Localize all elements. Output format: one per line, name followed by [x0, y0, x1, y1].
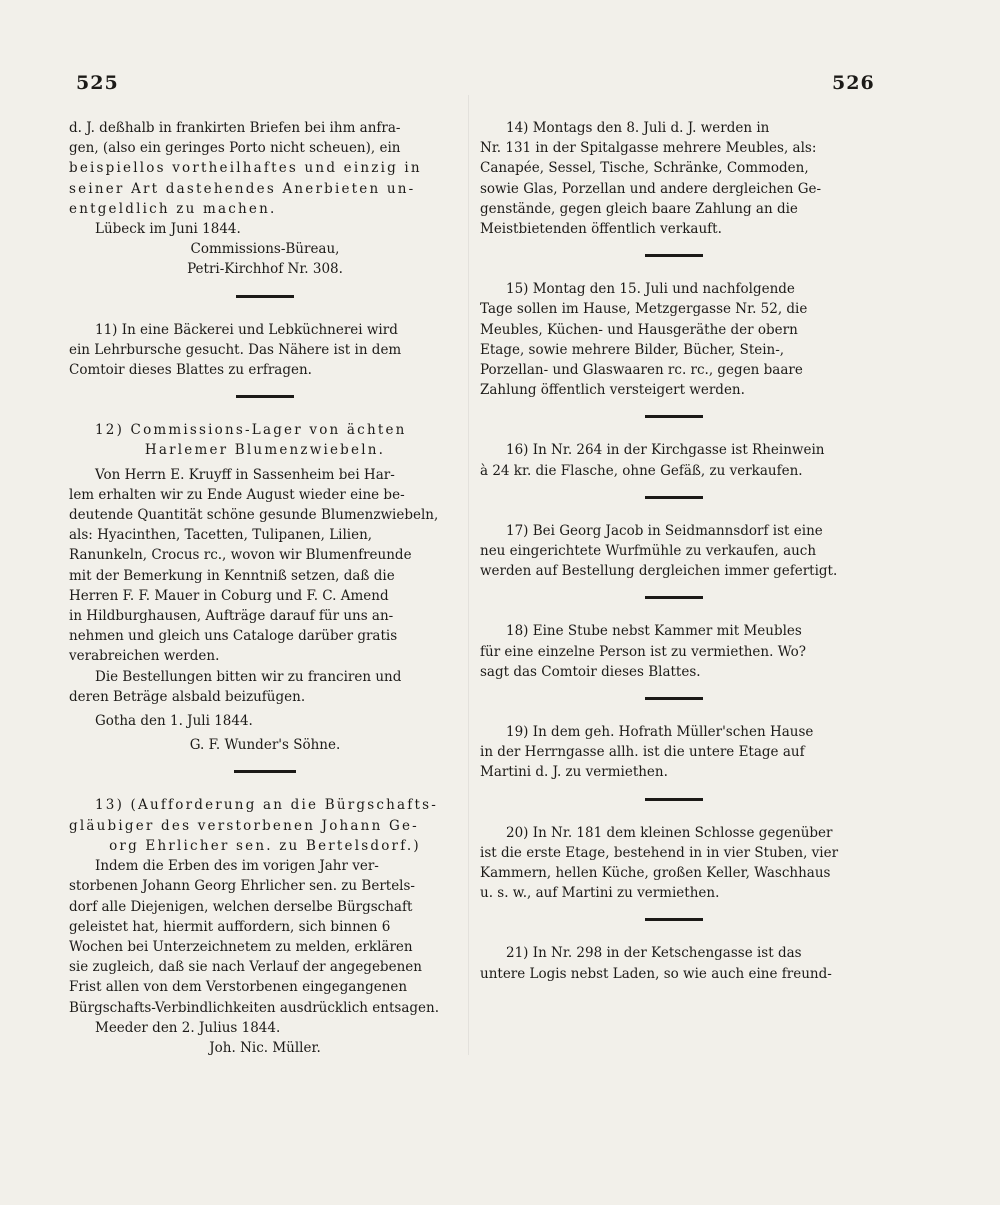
notice-20 — [480, 823, 868, 904]
notice-line: Zahlung öffentlich versteigert werden. — [480, 382, 745, 399]
section-divider — [645, 254, 703, 257]
notice-line: Indem die Erben des im vorigen Jahr ver- — [95, 858, 379, 875]
notice-title: 13) (Aufforderung an die Bürgschafts- — [95, 797, 438, 814]
notice-line: 16) In Nr. 264 in der Kirchgasse ist Rheinwein — [506, 442, 825, 459]
notice-line: Ranunkeln, Crocus rc., wovon wir Blumenfreunde — [69, 547, 412, 564]
notice-signature: Commissions-Büreau, — [190, 241, 340, 258]
notice-line: ist die erste Etage, bestehend in in vier Stuben, vier — [480, 844, 839, 861]
notice-line: Bürgschafts-Verbindlichkeiten ausdrücklich entsagen. — [69, 999, 439, 1016]
notice-16 — [480, 440, 868, 480]
notice-line: nehmen und gleich uns Cataloge darüber gratis — [69, 628, 398, 645]
column-gutter — [468, 95, 469, 1055]
notice-line: Tage sollen im Hause, Metzgergasse Nr. 52, die — [480, 301, 808, 318]
notice-line: beispiellos vortheilhaftes und einzig in — [69, 160, 422, 177]
notice-line: als: Hyacinthen, Tacetten, Tulipanen, Lilien, — [69, 527, 373, 544]
notice-line: ein Lehrbursche gesucht. Das Nähere ist in dem — [69, 341, 402, 358]
notice-title: org Ehrlicher sen. zu Bertelsdorf.) — [109, 837, 421, 854]
notice-line: Meistbietenden öffentlich verkauft. — [480, 221, 722, 238]
notice-line: 20) In Nr. 181 dem kleinen Schlosse gegenüber — [506, 824, 833, 841]
left-column — [69, 118, 461, 1058]
notice-line: 15) Montag den 15. Juli und nachfolgende — [506, 281, 795, 298]
right-column — [480, 118, 868, 984]
notice-line: Wochen bei Unterzeichnetem zu melden, erklären — [69, 938, 413, 955]
notice-line: neu eingerichtete Wurfmühle zu verkaufen, auch — [480, 543, 817, 560]
notice-19 — [480, 722, 868, 783]
section-divider — [645, 697, 703, 700]
notice-signature: G. F. Wunder's Söhne. — [189, 737, 341, 754]
notice-line: seiner Art dastehendes Anerbieten un- — [69, 180, 416, 197]
notice-14 — [480, 118, 868, 239]
notice-line: Canapée, Sessel, Tische, Schränke, Commoden, — [480, 160, 809, 177]
notice-line: Kammern, hellen Küche, großen Keller, Waschhaus — [480, 865, 831, 882]
notice-line: sagt das Comtoir dieses Blattes. — [480, 663, 701, 680]
notice-line: deutende Quantität schöne gesunde Blumenzwiebeln, — [69, 507, 439, 524]
notice-title: gläubiger des verstorbenen Johann Ge- — [69, 817, 419, 834]
section-divider — [645, 415, 703, 418]
section-divider — [236, 395, 294, 398]
notice-line: in Hildburghausen, Aufträge darauf für uns an- — [69, 608, 394, 625]
notice-17 — [480, 521, 868, 582]
section-divider — [236, 295, 294, 298]
notice-15 — [480, 279, 868, 400]
notice-line: Herren F. F. Mauer in Coburg und F. C. Amend — [69, 587, 389, 604]
notice-11 — [69, 320, 461, 381]
notice-line: Nr. 131 in der Spitalgasse mehrere Meubles, als: — [480, 140, 817, 157]
notice-title: 12) Commissions-Lager von ächten — [95, 422, 407, 439]
notice-21 — [480, 943, 868, 983]
notice-line: d. J. deßhalb in frankirten Briefen bei ihm anfra- — [69, 120, 401, 136]
section-divider — [234, 770, 296, 773]
page-number-right: 526 — [832, 72, 875, 94]
notice-13 — [69, 795, 461, 1058]
notice-10-continuation — [69, 118, 461, 280]
notice-line: Martini d. J. zu vermiethen. — [480, 764, 668, 781]
notice-line: für eine einzelne Person ist zu vermiethen. Wo? — [480, 643, 807, 660]
notice-line: Von Herrn E. Kruyff in Sassenheim bei Har- — [95, 466, 395, 483]
notice-signature: Joh. Nic. Müller. — [209, 1039, 321, 1056]
notice-title: Harlemer Blumenzwiebeln. — [144, 442, 386, 459]
notice-line: 17) Bei Georg Jacob in Seidmannsdorf ist eine — [506, 522, 823, 539]
notice-line: Comtoir dieses Blattes zu erfragen. — [69, 362, 312, 379]
notice-line: 21) In Nr. 298 in der Ketschengasse ist das — [506, 945, 802, 962]
notice-line: lem erhalten wir zu Ende August wieder eine be- — [69, 486, 405, 503]
notice-line: u. s. w., auf Martini zu vermiethen. — [480, 885, 720, 902]
notice-place-date: Lübeck im Juni 1844. — [95, 221, 241, 238]
notice-line: 11) In eine Bäckerei und Lebküchnerei wird — [95, 321, 398, 338]
notice-line: storbenen Johann Georg Ehrlicher sen. zu Bertels- — [69, 878, 415, 895]
notice-line: sowie Glas, Porzellan und andere dergleichen Ge- — [480, 180, 822, 197]
notice-place-date: Meeder den 2. Julius 1844. — [95, 1019, 281, 1036]
notice-line: werden auf Bestellung dergleichen immer gefertigt. — [480, 563, 838, 580]
notice-line: Etage, sowie mehrere Bilder, Bücher, Stein-, — [480, 341, 785, 358]
notice-line: verabreichen werden. — [69, 648, 220, 665]
notice-line: deren Beträge alsbald beizufügen. — [69, 688, 306, 705]
notice-line: sie zugleich, daß sie nach Verlauf der angegebenen — [69, 959, 422, 976]
notice-line: untere Logis nebst Laden, so wie auch eine freund- — [480, 965, 832, 982]
notice-line: 18) Eine Stube nebst Kammer mit Meubles — [506, 623, 802, 640]
notice-12 — [69, 420, 461, 755]
notice-line: mit der Bemerkung in Kenntniß setzen, daß die — [69, 567, 395, 584]
section-divider — [645, 918, 703, 921]
notice-line: geleistet hat, hiermit auffordern, sich binnen 6 — [69, 918, 391, 935]
notice-line: Die Bestellungen bitten wir zu franciren und — [95, 668, 402, 685]
notice-line: à 24 kr. die Flasche, ohne Gefäß, zu verkaufen. — [480, 462, 803, 479]
notice-line: gen, (also ein geringes Porto nicht scheuen), ein — [69, 140, 401, 157]
notice-line: genstände, gegen gleich baare Zahlung an die — [480, 200, 798, 217]
notice-line: Frist allen von dem Verstorbenen eingegangenen — [69, 979, 408, 996]
section-divider — [645, 596, 703, 599]
notice-signature: Petri-Kirchhof Nr. 308. — [187, 261, 343, 278]
notice-line: entgeldlich zu machen. — [69, 200, 277, 217]
section-divider — [645, 798, 703, 801]
page-number-left: 525 — [76, 72, 119, 94]
notice-line: Porzellan- und Glaswaaren rc. rc., gegen baare — [480, 362, 803, 379]
notice-line: Meubles, Küchen- und Hausgeräthe der obern — [480, 321, 798, 338]
notice-line: 19) In dem geh. Hofrath Müller'schen Hause — [506, 724, 814, 741]
notice-line: 14) Montags den 8. Juli d. J. werden in — [506, 120, 770, 136]
notice-18 — [480, 621, 868, 682]
section-divider — [645, 496, 703, 499]
notice-line: dorf alle Diejenigen, welchen derselbe Bürgschaft — [69, 898, 413, 915]
notice-line: in der Herrngasse allh. ist die untere Etage auf — [480, 744, 805, 761]
notice-place-date: Gotha den 1. Juli 1844. — [95, 713, 253, 730]
